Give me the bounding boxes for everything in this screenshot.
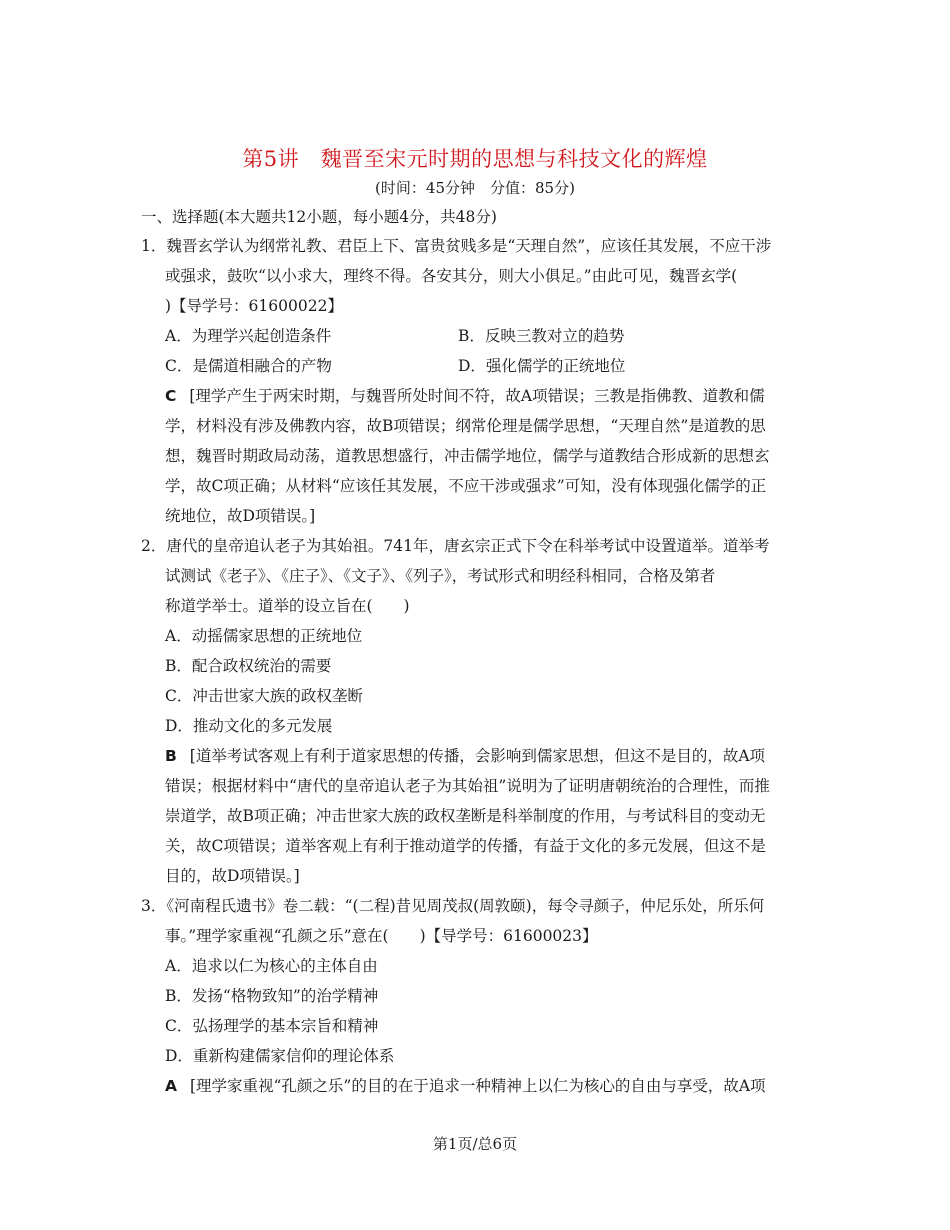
q2-explain-2: 错误；根据材料中“唐代的皇帝追认老子为其始祖”说明为了证明唐朝统治的合理性，而推	[165, 777, 770, 795]
q3-line-1: 3．《河南程氏遗书》卷二载：“(二程)昔见周茂叔(周敦颐)，每令寻颜子，仲尼乐处，所乐何	[141, 897, 765, 915]
q1-line-3: )【导学号：61600022】	[165, 297, 343, 315]
q3-option-c: C．弘扬理学的基本宗旨和精神	[165, 1017, 379, 1035]
q1-explain-4: 学，故C项正确；从材料“应该任其发展，不应干涉或强求”可知，没有体现强化儒学的正	[165, 477, 767, 495]
q1-line-2: 或强求，鼓吹“以小求大，理终不得。各安其分，则大小俱足。”由此可见，魏晋玄学(	[165, 267, 738, 285]
q2-answer-letter: B	[165, 747, 177, 765]
page-footer: 第1页/总6页	[432, 1135, 518, 1153]
q1-option-c: C．是儒道相融合的产物	[165, 357, 332, 375]
q2-answer-line-1	[165, 746, 765, 766]
q3-option-a: A．追求以仁为核心的主体自由	[165, 957, 378, 975]
q1-explain-1: [理学产生于两宋时期，与魏晋所处时间不符，故A项错误；三教是指佛教、道教和儒	[189, 387, 765, 405]
page-title: 第5讲 魏晋至宋元时期的思想与科技文化的辉煌	[242, 147, 708, 171]
q2-line-1: 2．唐代的皇帝追认老子为其始祖。741年，唐玄宗正式下令在科举考试中设置道举。道举考	[141, 537, 770, 555]
q1-explain-2: 学，材料没有涉及佛教内容，故B项错误；纲常伦理是儒学思想，“天理自然”是道教的思	[165, 417, 766, 435]
q1-explain-3: 想，魏晋时期政局动荡，道教思想盛行，冲击儒学地位，儒学与道教结合形成新的思想玄	[165, 447, 770, 465]
q2-option-b: B．配合政权统治的需要	[165, 657, 332, 675]
q1-option-d: D．强化儒学的正统地位	[458, 357, 626, 375]
q2-explain-3: 崇道学，故B项正确；冲击世家大族的政权垄断是科举制度的作用，与考试科目的变动无	[165, 807, 766, 825]
q3-option-d: D．重新构建儒家信仰的理论体系	[165, 1047, 395, 1065]
q2-explain-5: 目的，故D项错误。]	[165, 867, 300, 885]
q1-answer-line-1	[165, 386, 765, 406]
q3-answer-line-1	[165, 1076, 766, 1096]
q1-option-b: B．反映三教对立的趋势	[458, 327, 625, 345]
q2-option-c: C．冲击世家大族的政权垄断	[165, 687, 363, 705]
q3-option-b: B．发扬“格物致知”的治学精神	[165, 987, 379, 1005]
q3-line-2: 事。”理学家重视“孔颜之乐”意在( )【导学号：61600023】	[165, 927, 598, 945]
q2-option-a: A．动摇儒家思想的正统地位	[165, 627, 363, 645]
q3-explain-1: [理学家重视“孔颜之乐”的目的在于追求一种精神上以仁为核心的自由与享受，故A项	[189, 1077, 766, 1095]
q2-line-3: 称道学举士。道举的设立旨在( )	[165, 597, 410, 615]
q2-line-2: 试测试《老子》、《庄子》、《文子》、《列子》，考试形式和明经科相同，合格及第者	[165, 567, 716, 585]
q2-option-d: D．推动文化的多元发展	[165, 717, 333, 735]
q2-explain-4: 关，故C项错误；道举客观上有利于推动道学的传播，有益于文化的多元发展，但这不是	[165, 837, 766, 855]
page-subtitle: (时间：45分钟 分值：85分)	[375, 179, 575, 197]
q1-explain-5: 统地位，故D项错误。]	[165, 507, 316, 525]
q1-option-a: A．为理学兴起创造条件	[165, 327, 332, 345]
q2-explain-1: [道举考试客观上有利于道家思想的传播，会影响到儒家思想，但这不是目的，故A项	[189, 747, 766, 765]
q1-answer-letter: C	[165, 387, 177, 405]
section-heading: 一、选择题(本大题共12小题，每小题4分，共48分)	[141, 208, 497, 226]
q1-line-1: 1．魏晋玄学认为纲常礼教、君臣上下、富贵贫贱多是“天理自然”，应该任其发展，不应干涉	[141, 237, 772, 255]
q3-answer-letter: A	[165, 1077, 177, 1095]
